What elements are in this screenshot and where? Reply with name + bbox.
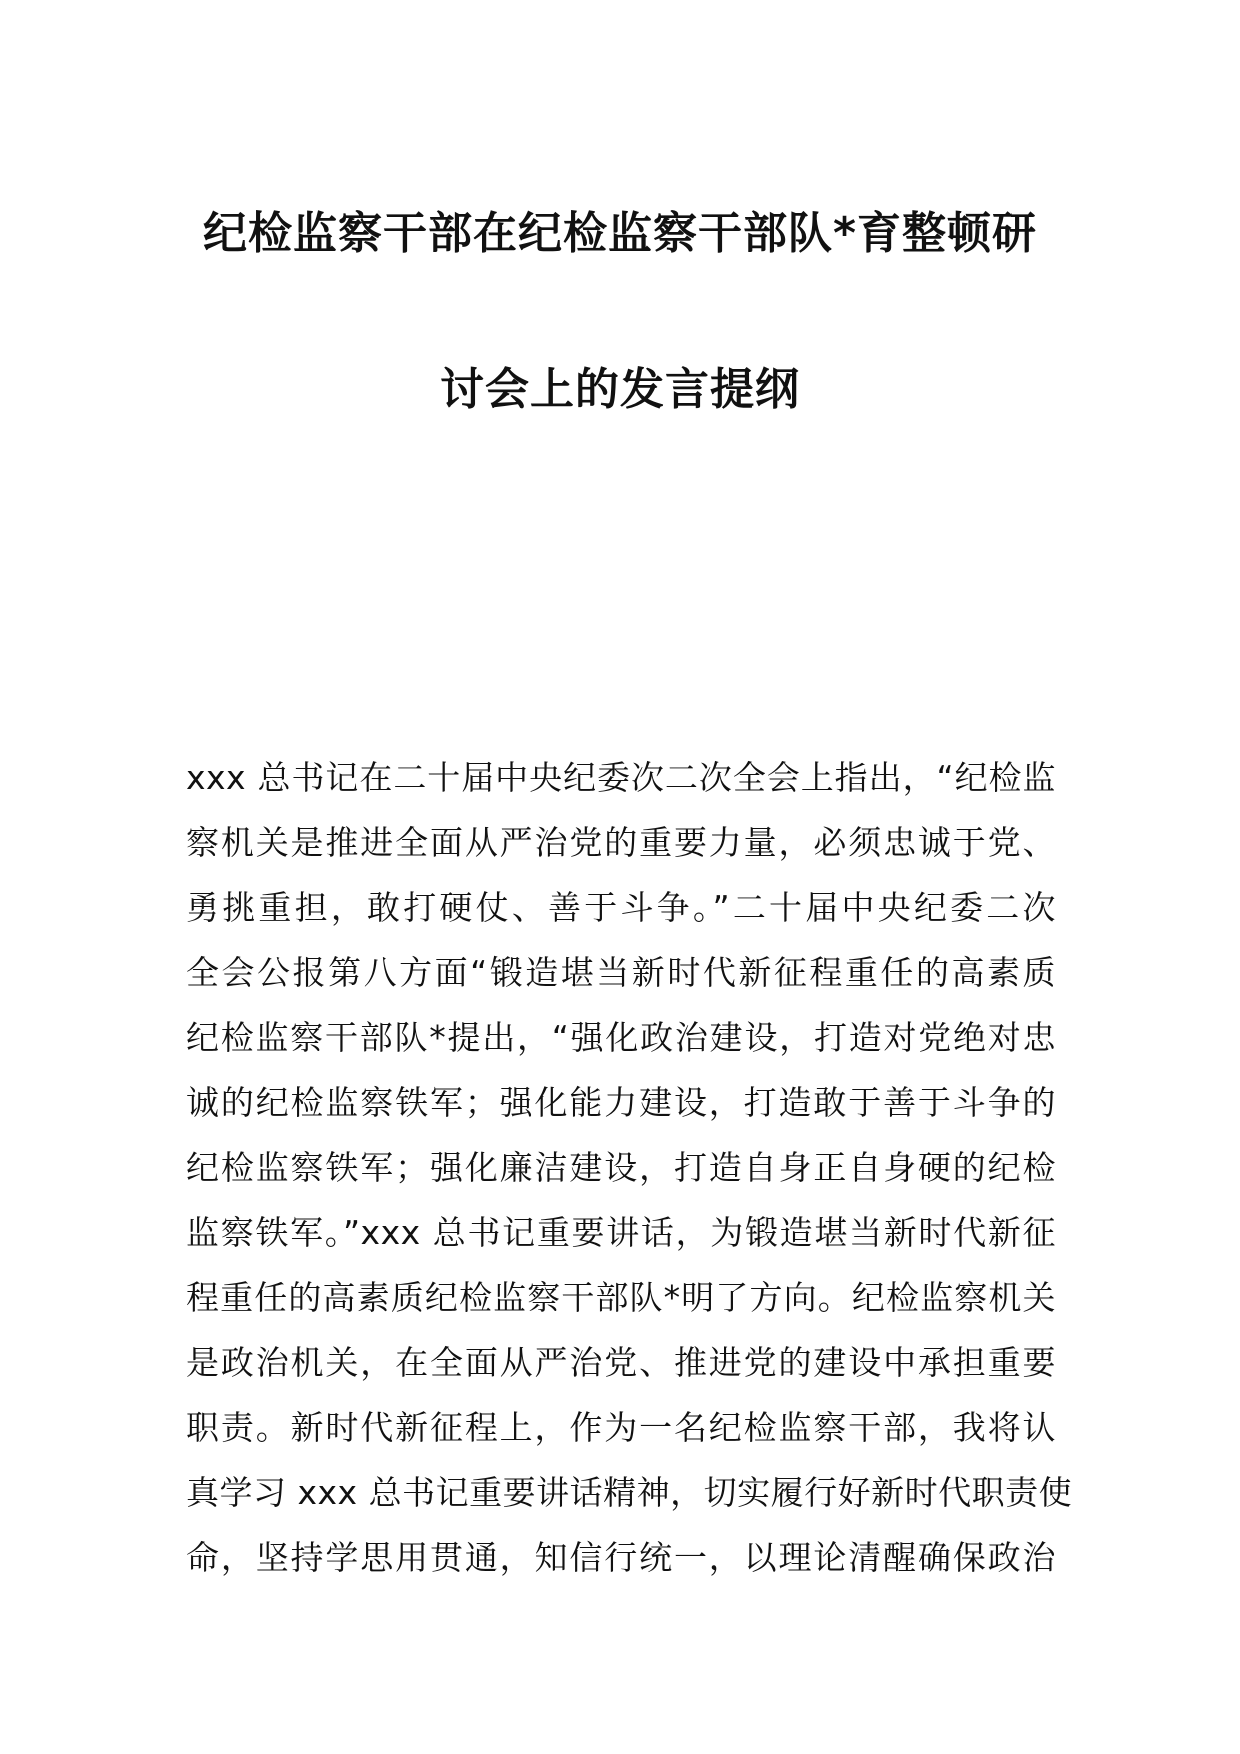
body-line: 监察铁军。”xxx 总书记重要讲话，为锻造堪当新时代新征 xyxy=(186,1213,1056,1252)
body-line: 全会公报第八方面“锻造堪当新时代新征程重任的高素质 xyxy=(186,953,1056,992)
body-line: 纪检监察干部队*提出，“强化政治建设，打造对党绝对忠 xyxy=(186,1018,1056,1057)
body-line: 真学习 xxx 总书记重要讲话精神，切实履行好新时代职责使 xyxy=(186,1473,1073,1512)
body-line: 察机关是推进全面从严治党的重要力量，必须忠诚于党、 xyxy=(186,823,1056,862)
body-line: 诚的纪检监察铁军；强化能力建设，打造敢于善于斗争的 xyxy=(186,1083,1056,1122)
body-line: 程重任的高素质纪检监察干部队*明了方向。纪检监察机关 xyxy=(186,1278,1056,1317)
body-line: 是政治机关，在全面从严治党、推进党的建设中承担重要 xyxy=(186,1343,1056,1382)
document-title-line-2: 讨会上的发言提纲 xyxy=(440,364,800,415)
body-line: 职责。新时代新征程上，作为一名纪检监察干部，我将认 xyxy=(186,1408,1056,1447)
document-title-line-1: 纪检监察干部在纪检监察干部队*育整顿研 xyxy=(202,208,1037,259)
body-line: xxx 总书记在二十届中央纪委次二次全会上指出，“纪检监 xyxy=(186,758,1056,797)
body-line: 纪检监察铁军；强化廉洁建设，打造自身正自身硬的纪检 xyxy=(186,1148,1056,1187)
body-line: 命，坚持学思用贯通，知信行统一，以理论清醒确保政治 xyxy=(186,1538,1056,1577)
body-line: 勇挑重担，敢打硬仗、善于斗争。”二十届中央纪委二次 xyxy=(186,888,1056,927)
document-body xyxy=(186,745,1073,1590)
